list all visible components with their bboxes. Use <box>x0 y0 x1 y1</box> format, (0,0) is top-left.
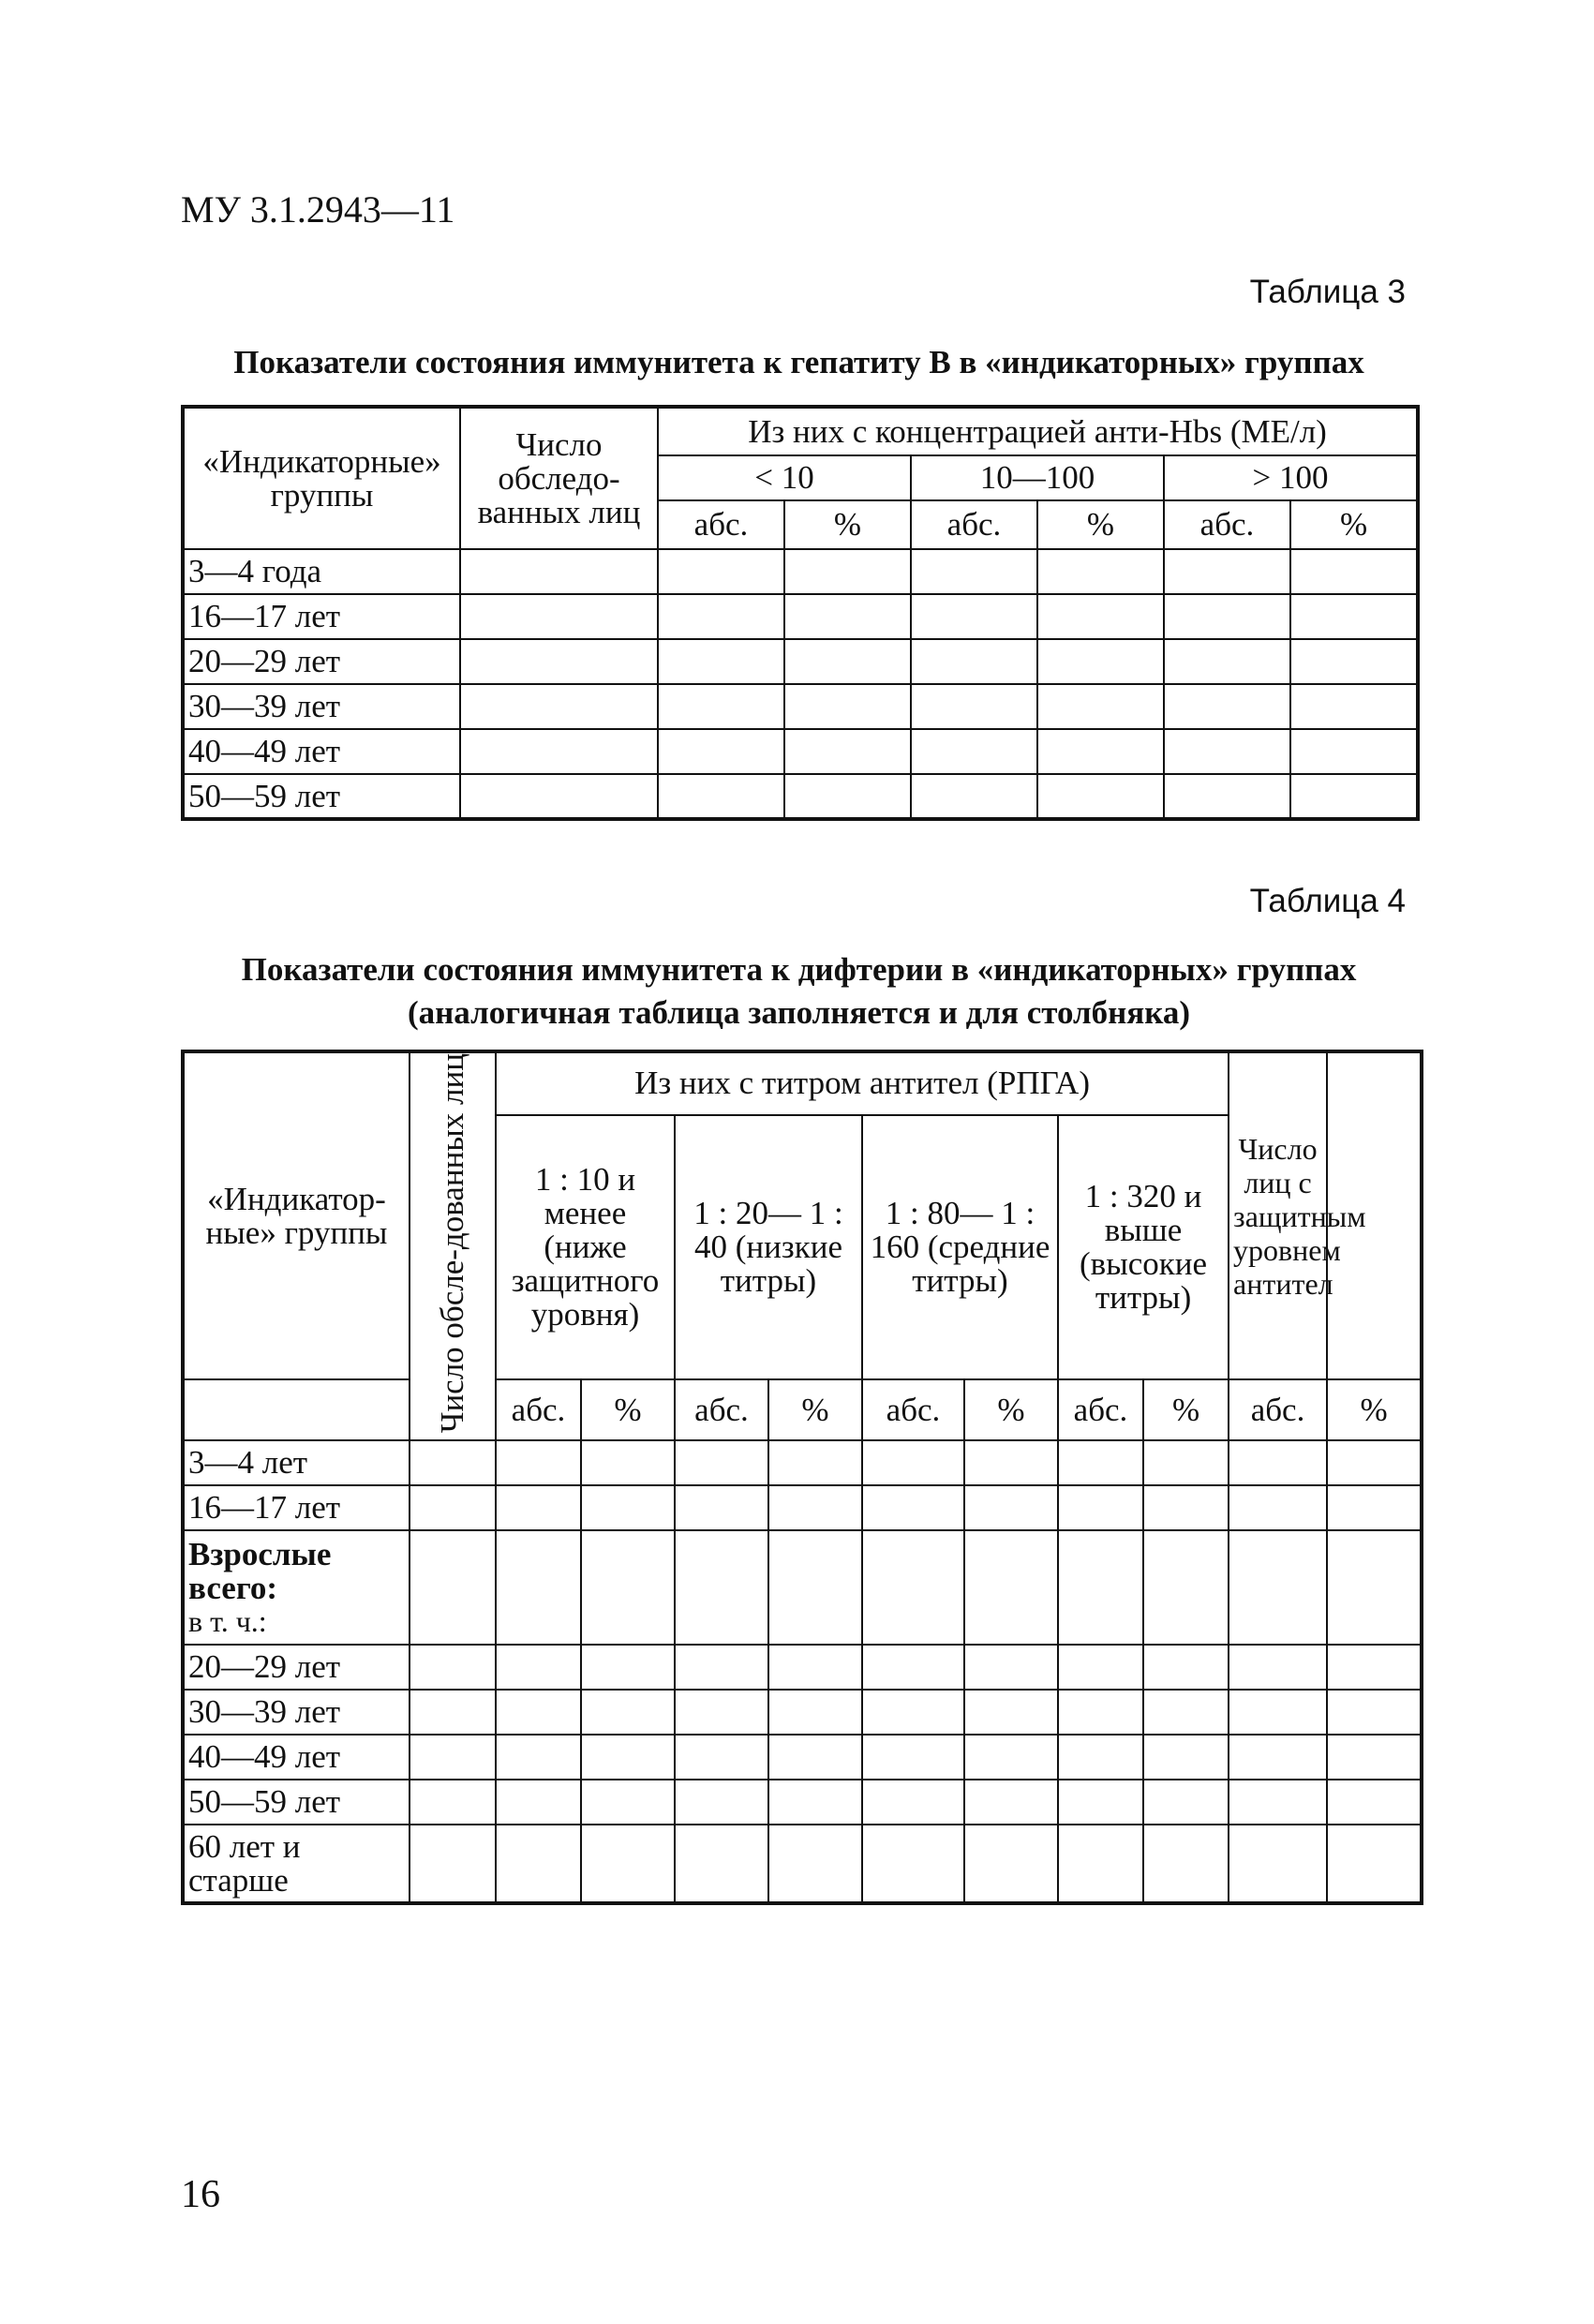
empty-cell <box>1058 1735 1143 1780</box>
table-row <box>183 549 1418 594</box>
empty-cell <box>964 1530 1058 1645</box>
empty-cell <box>658 549 784 594</box>
empty-cell <box>862 1440 964 1485</box>
row-label: 3—4 года <box>183 549 460 594</box>
empty-cell <box>862 1645 964 1690</box>
empty-cell <box>581 1825 675 1903</box>
table3 <box>181 405 1420 821</box>
empty-cell <box>496 1780 581 1825</box>
table4-pct-header: % <box>768 1379 862 1440</box>
table4-pct-header: % <box>581 1379 675 1440</box>
table4-header-group: «Индикатор-ные» группы <box>183 1051 410 1379</box>
empty-cell <box>1327 1440 1422 1485</box>
empty-cell <box>768 1690 862 1735</box>
empty-cell <box>658 729 784 774</box>
empty-cell <box>911 729 1037 774</box>
empty-cell <box>1229 1485 1327 1530</box>
table3-header-count: Число обследо-ванных лиц <box>460 407 658 549</box>
table-row <box>183 684 1418 729</box>
empty-cell <box>964 1485 1058 1530</box>
table3-pct-header: % <box>1037 500 1164 549</box>
empty-cell <box>1164 639 1290 684</box>
empty-cell <box>1327 1690 1422 1735</box>
table-row <box>183 594 1418 639</box>
empty-cell <box>1327 1485 1422 1530</box>
empty-cell <box>460 729 658 774</box>
empty-cell <box>1143 1780 1229 1825</box>
table-row <box>183 1690 1422 1735</box>
empty-cell <box>1229 1690 1327 1735</box>
empty-cell <box>862 1780 964 1825</box>
empty-cell <box>964 1735 1058 1780</box>
empty-cell <box>784 549 911 594</box>
table3-header-concentration: Из них с концентрацией анти-Hbs (МЕ/л) <box>658 407 1418 455</box>
empty-cell <box>768 1825 862 1903</box>
empty-cell <box>1290 549 1418 594</box>
table-row <box>183 1825 1422 1903</box>
empty-cell <box>675 1690 768 1735</box>
page-number: 16 <box>181 2173 220 2216</box>
empty-cell <box>1143 1485 1229 1530</box>
table4-header-titer: Из них с титром антител (РПГА) <box>496 1051 1229 1115</box>
empty-cell <box>1037 684 1164 729</box>
empty-cell <box>410 1690 496 1735</box>
empty-cell <box>784 774 911 819</box>
row-label: 50—59 лет <box>183 774 460 819</box>
empty-cell <box>658 594 784 639</box>
table4-abs-header: абс. <box>862 1379 964 1440</box>
empty-cell <box>1164 684 1290 729</box>
empty-cell <box>410 1825 496 1903</box>
empty-cell <box>911 549 1037 594</box>
empty-cell <box>581 1485 675 1530</box>
empty-cell <box>911 684 1037 729</box>
table4-pct-header: % <box>964 1379 1058 1440</box>
table4-abs-header: абс. <box>496 1379 581 1440</box>
empty-cell <box>784 639 911 684</box>
empty-cell <box>1290 729 1418 774</box>
table3-range: > 100 <box>1164 455 1418 500</box>
empty-cell <box>768 1440 862 1485</box>
empty-cell <box>1058 1825 1143 1903</box>
empty-cell <box>410 1780 496 1825</box>
empty-cell <box>675 1530 768 1645</box>
empty-cell <box>1058 1440 1143 1485</box>
table4-pct-header: % <box>1143 1379 1229 1440</box>
empty-cell <box>460 549 658 594</box>
empty-cell <box>911 774 1037 819</box>
table3-abs-header: абс. <box>911 500 1037 549</box>
document-code: МУ 3.1.2943—11 <box>181 188 455 231</box>
empty-cell <box>768 1735 862 1780</box>
empty-cell <box>1164 729 1290 774</box>
empty-cell <box>1143 1530 1229 1645</box>
table4-abs-header: абс. <box>675 1379 768 1440</box>
empty-cell <box>862 1530 964 1645</box>
empty-cell <box>581 1780 675 1825</box>
row-label: 20—29 лет <box>183 639 460 684</box>
table-row <box>183 639 1418 684</box>
empty-cell <box>410 1645 496 1690</box>
empty-cell <box>964 1780 1058 1825</box>
empty-cell <box>1164 774 1290 819</box>
table4-titer-range: 1 : 320 и выше (высокие титры) <box>1058 1115 1229 1379</box>
empty-cell <box>1327 1735 1422 1780</box>
row-label: 60 лет и старше <box>183 1825 410 1903</box>
empty-cell <box>1058 1485 1143 1530</box>
empty-cell <box>1037 594 1164 639</box>
empty-cell <box>675 1485 768 1530</box>
empty-cell <box>1290 684 1418 729</box>
empty-cell <box>183 1379 410 1440</box>
table-row <box>183 774 1418 819</box>
empty-cell <box>964 1690 1058 1735</box>
empty-cell <box>675 1645 768 1690</box>
empty-cell <box>768 1780 862 1825</box>
table4-title: Показатели состояния иммунитета к дифтерии в «индикаторных» группах <box>241 951 1357 988</box>
table3-header-group: «Индикаторные» группы <box>183 407 460 549</box>
table-row <box>183 1440 1422 1485</box>
empty-cell <box>1143 1645 1229 1690</box>
empty-cell <box>581 1645 675 1690</box>
empty-cell <box>1143 1735 1229 1780</box>
empty-cell <box>964 1825 1058 1903</box>
table4-subtitle: (аналогичная таблица заполняется и для столбняка) <box>407 994 1191 1031</box>
empty-cell <box>1327 1825 1422 1903</box>
table3-range: 10—100 <box>911 455 1164 500</box>
table-row <box>183 1485 1422 1530</box>
empty-cell <box>862 1825 964 1903</box>
empty-cell <box>496 1825 581 1903</box>
empty-cell <box>1290 594 1418 639</box>
table-row <box>183 1530 1422 1645</box>
empty-cell <box>1290 774 1418 819</box>
empty-cell <box>1143 1825 1229 1903</box>
empty-cell <box>1229 1825 1327 1903</box>
empty-cell <box>460 774 658 819</box>
table4-header-count <box>410 1051 496 1440</box>
table4-pct-header: % <box>1327 1379 1422 1440</box>
empty-cell <box>581 1440 675 1485</box>
empty-cell <box>675 1735 768 1780</box>
empty-cell <box>658 639 784 684</box>
empty-cell <box>460 684 658 729</box>
empty-cell <box>964 1440 1058 1485</box>
empty-cell <box>1037 774 1164 819</box>
empty-cell <box>964 1645 1058 1690</box>
empty-cell <box>784 729 911 774</box>
table-row <box>183 1645 1422 1690</box>
table4-header-count-text: Число обсле-дованных лиц <box>434 1053 470 1434</box>
empty-cell <box>1164 549 1290 594</box>
empty-cell <box>1143 1690 1229 1735</box>
table-row <box>183 1735 1422 1780</box>
table4-abs-header: абс. <box>1229 1379 1327 1440</box>
row-label: 16—17 лет <box>183 1485 410 1530</box>
empty-cell <box>410 1530 496 1645</box>
table3-abs-header: абс. <box>1164 500 1290 549</box>
empty-cell <box>675 1780 768 1825</box>
table4-titer-range: 1 : 10 и менее (ниже защитного уровня) <box>496 1115 675 1379</box>
row-label: 50—59 лет <box>183 1780 410 1825</box>
row-label: 40—49 лет <box>183 729 460 774</box>
empty-cell <box>768 1530 862 1645</box>
empty-cell <box>1229 1440 1327 1485</box>
empty-cell <box>784 594 911 639</box>
empty-cell <box>768 1645 862 1690</box>
row-label: 20—29 лет <box>183 1645 410 1690</box>
empty-cell <box>1058 1780 1143 1825</box>
table3-pct-header: % <box>784 500 911 549</box>
empty-cell <box>1037 549 1164 594</box>
table4-header-protective: Число лиц с защитным уровнем антител <box>1229 1051 1327 1379</box>
row-label-adults <box>183 1530 410 1645</box>
empty-cell <box>1058 1645 1143 1690</box>
empty-cell <box>675 1825 768 1903</box>
adults-total-label: Взрослые всего: <box>188 1536 332 1607</box>
empty-cell <box>460 639 658 684</box>
adults-including-label: в т. ч.: <box>188 1604 267 1639</box>
empty-cell <box>658 684 784 729</box>
empty-cell <box>1229 1530 1327 1645</box>
empty-cell <box>496 1690 581 1735</box>
table3-range: < 10 <box>658 455 911 500</box>
empty-cell <box>1229 1780 1327 1825</box>
table-row <box>183 1780 1422 1825</box>
table4-titer-range: 1 : 20— 1 : 40 (низкие титры) <box>675 1115 862 1379</box>
empty-cell <box>410 1735 496 1780</box>
empty-cell <box>581 1690 675 1735</box>
empty-cell <box>410 1485 496 1530</box>
table3-abs-header: абс. <box>658 500 784 549</box>
empty-cell <box>496 1645 581 1690</box>
row-label: 16—17 лет <box>183 594 460 639</box>
empty-cell <box>1164 594 1290 639</box>
empty-cell <box>911 594 1037 639</box>
table4-titer-range: 1 : 80— 1 : 160 (средние титры) <box>862 1115 1058 1379</box>
empty-cell <box>1327 1645 1422 1690</box>
row-label: 3—4 лет <box>183 1440 410 1485</box>
empty-cell <box>784 684 911 729</box>
row-label: 30—39 лет <box>183 684 460 729</box>
empty-cell <box>862 1735 964 1780</box>
empty-cell <box>768 1485 862 1530</box>
empty-cell <box>1229 1735 1327 1780</box>
empty-cell <box>675 1440 768 1485</box>
empty-cell <box>1327 1780 1422 1825</box>
table4-label: Таблица 4 <box>1249 883 1406 919</box>
empty-cell <box>460 594 658 639</box>
empty-cell <box>1058 1690 1143 1735</box>
empty-cell <box>1037 639 1164 684</box>
empty-cell <box>658 774 784 819</box>
table3-title: Показатели состояния иммунитета к гепатиту В в «индикаторных» группах <box>233 344 1364 380</box>
empty-cell <box>496 1530 581 1645</box>
empty-cell <box>496 1440 581 1485</box>
empty-cell <box>581 1530 675 1645</box>
empty-cell <box>410 1440 496 1485</box>
empty-cell <box>496 1735 581 1780</box>
empty-cell <box>1290 639 1418 684</box>
table-row <box>183 729 1418 774</box>
empty-cell <box>496 1485 581 1530</box>
table3-label: Таблица 3 <box>1249 274 1406 310</box>
table4-abs-header: абс. <box>1058 1379 1143 1440</box>
empty-cell <box>1143 1440 1229 1485</box>
empty-cell <box>581 1735 675 1780</box>
empty-cell <box>862 1485 964 1530</box>
empty-cell <box>1058 1530 1143 1645</box>
empty-cell <box>1327 1530 1422 1645</box>
empty-cell <box>1229 1645 1327 1690</box>
empty-cell <box>1037 729 1164 774</box>
empty-cell <box>911 639 1037 684</box>
row-label: 30—39 лет <box>183 1690 410 1735</box>
table3-pct-header: % <box>1290 500 1418 549</box>
table4 <box>181 1050 1423 1905</box>
empty-cell <box>862 1690 964 1735</box>
row-label: 40—49 лет <box>183 1735 410 1780</box>
